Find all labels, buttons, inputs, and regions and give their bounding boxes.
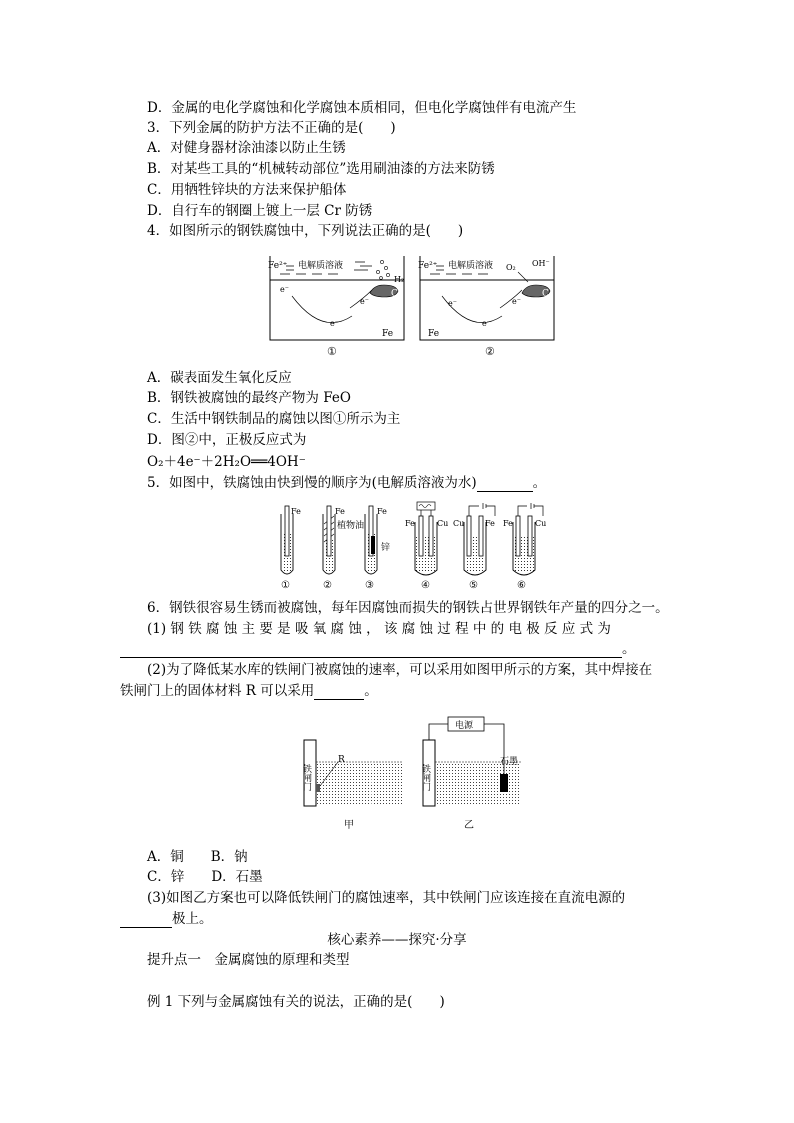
- q3-option-c: C．用牺牲锌块的方法来保护船体: [147, 182, 347, 198]
- q4-figure: [260, 248, 560, 360]
- q6-part-3-line-1: (3)如图乙方案也可以降低铁闸门的腐蚀速率，其中铁闸门应该连接在直流电源的: [147, 890, 626, 906]
- fig4-left-cathode: C: [391, 289, 398, 299]
- q5-tube-1: [281, 506, 301, 591]
- fig4-right-solution: 电解质溶液: [448, 261, 494, 271]
- fig5-num-5: ⑤: [469, 580, 478, 591]
- q4-figure-panel-1: [268, 256, 404, 358]
- fig5-num-4: ④: [421, 580, 430, 591]
- q6-figure: [298, 712, 528, 834]
- q6-part-2-text: 铁闸门上的固体材料 R 可以采用: [120, 683, 315, 699]
- q5-tube-6: [503, 503, 546, 591]
- q5-answer-blank[interactable]: [477, 477, 533, 492]
- fig5-t6-label-1: Fe: [503, 519, 513, 528]
- fig6-jia-label: 甲: [344, 820, 354, 831]
- q6-part-1-answer-line: [120, 640, 636, 658]
- q6-part-3-end: 极上。: [172, 911, 213, 927]
- fig4-right-metal: Fe: [428, 329, 440, 339]
- q4-option-b: B．钢铁被腐蚀的最终产物为 FeO: [147, 390, 351, 406]
- fig5-t3-label: Fe: [377, 507, 387, 516]
- q5-tube-4: [405, 502, 448, 591]
- q6-part-1: (1) 钢 铁 腐 蚀 主 要 是 吸 氧 腐 蚀 ， 该 腐 蚀 过 程 中 的 电 极 反 应 式 为: [147, 621, 611, 637]
- fig4-label-1: ①: [327, 345, 337, 358]
- fig4-right-e2: e⁻: [482, 319, 491, 328]
- fig5-t5-label-1: Cu: [453, 519, 465, 528]
- question-6: 6．钢铁很容易生锈而被腐蚀，每年因腐蚀而损失的钢铁占世界钢铁年产量的四分之一。: [147, 600, 669, 616]
- q5-tube-3: [365, 506, 390, 591]
- fig6-yi-power: 电源: [455, 721, 474, 731]
- fig4-left-ion: Fe²⁺: [268, 261, 288, 271]
- fig4-right-cathode: C: [542, 289, 549, 299]
- fig6-jia-r: R: [338, 755, 345, 765]
- fig4-right-oh: OH⁻: [532, 259, 550, 268]
- fig4-right-ion: Fe²⁺: [418, 261, 438, 271]
- q2-option-d: D．金属的电化学腐蚀和化学腐蚀本质相同，但电化学腐蚀伴有电流产生: [147, 100, 577, 116]
- q6-options-cd: C．锌 D．石墨: [147, 869, 263, 885]
- fig5-t3-zinc: 锌: [381, 543, 391, 553]
- fig4-left-gas: H₂: [394, 275, 405, 284]
- point-title: 提升点一 金属腐蚀的原理和类型: [147, 952, 350, 968]
- question-5: [147, 474, 546, 492]
- q5-tube-5: [453, 503, 495, 591]
- q4-option-d: D．图②中，正极反应式为: [147, 432, 307, 448]
- fig6-jia-gate: 铁闸门: [301, 764, 311, 791]
- q6-part-1-end: 。: [622, 641, 636, 657]
- fig4-right-e1: e⁻: [448, 299, 457, 308]
- q6-2-answer-blank[interactable]: [314, 685, 364, 700]
- q3-option-d: D．自行车的钢圈上镀上一层 Cr 防锈: [147, 203, 373, 219]
- fig5-t1-label: Fe: [291, 507, 301, 516]
- fig5-t4-label-1: Fe: [405, 519, 415, 528]
- fig5-num-2: ②: [323, 580, 332, 591]
- q4-option-c: C．生活中钢铁制品的腐蚀以图①所示为主: [147, 411, 401, 427]
- q6-part-2-line-1: (2)为了降低某水库的铁闸门被腐蚀的速率，可以采用如图甲所示的方案，其中焊接在: [147, 662, 653, 678]
- q6-3-answer-blank[interactable]: [120, 913, 172, 928]
- fig4-left-metal: Fe: [382, 329, 394, 339]
- fig4-left-e3: e⁻: [360, 297, 369, 306]
- fig4-right-o2: O₂: [506, 263, 516, 272]
- q4-figure-panel-2: [418, 256, 554, 358]
- question-5-end: 。: [532, 475, 547, 491]
- q4-option-d-equation: O₂＋4e⁻＋2H₂O══4OH⁻: [147, 454, 306, 470]
- fig4-left-solution: 电解质溶液: [298, 261, 344, 271]
- q6-figure-yi: [420, 717, 521, 831]
- fig5-t5-label-2: Fe: [485, 519, 495, 528]
- q3-option-a: A．对健身器材涂油漆以防止生锈: [147, 140, 346, 156]
- example-1: 例 1 下列与金属腐蚀有关的说法，正确的是( ): [147, 994, 445, 1010]
- question-4: 4．如图所示的钢铁腐蚀中，下列说法正确的是( ): [147, 223, 464, 239]
- fig6-yi-graphite: 石墨: [500, 757, 519, 767]
- question-5-text: 5．如图中，铁腐蚀由快到慢的顺序为(电解质溶液为水): [147, 475, 477, 491]
- fig5-num-6: ⑥: [517, 580, 526, 591]
- fig5-num-1: ①: [281, 580, 290, 591]
- q5-figure: [265, 500, 565, 592]
- q6-options-ab: A．铜 B．钠: [147, 849, 248, 865]
- fig4-left-e2: e⁻: [330, 319, 339, 328]
- q6-part-3-line-2: [120, 910, 213, 928]
- q6-figure-jia: [301, 740, 402, 831]
- fig4-right-e3: e⁻: [512, 297, 521, 306]
- q4-option-a: A．碳表面发生氧化反应: [147, 370, 292, 386]
- fig5-t2-label: Fe: [335, 507, 345, 516]
- fig6-yi-label: 乙: [464, 820, 474, 831]
- q6-1-answer-blank[interactable]: [120, 643, 622, 658]
- q5-tube-2: [323, 506, 364, 591]
- q3-option-b: B．对某些工具的“机械转动部位”选用刷油漆的方法来防锈: [147, 161, 495, 177]
- question-3: 3．下列金属的防护方法不正确的是( ): [147, 120, 396, 136]
- fig5-num-3: ③: [365, 580, 374, 591]
- fig4-label-2: ②: [485, 345, 495, 358]
- fig5-t2-oil: 植物油: [337, 521, 365, 531]
- fig5-t6-label-2: Cu: [535, 519, 547, 528]
- section-title: 核心素养——探究·分享: [327, 932, 467, 948]
- q6-part-2-end: 。: [364, 683, 378, 699]
- q6-part-2-line-2: [120, 682, 378, 700]
- fig6-yi-gate: 铁闸门: [420, 764, 430, 791]
- fig5-t4-label-2: Cu: [437, 519, 449, 528]
- fig4-left-e1: e⁻: [280, 285, 289, 294]
